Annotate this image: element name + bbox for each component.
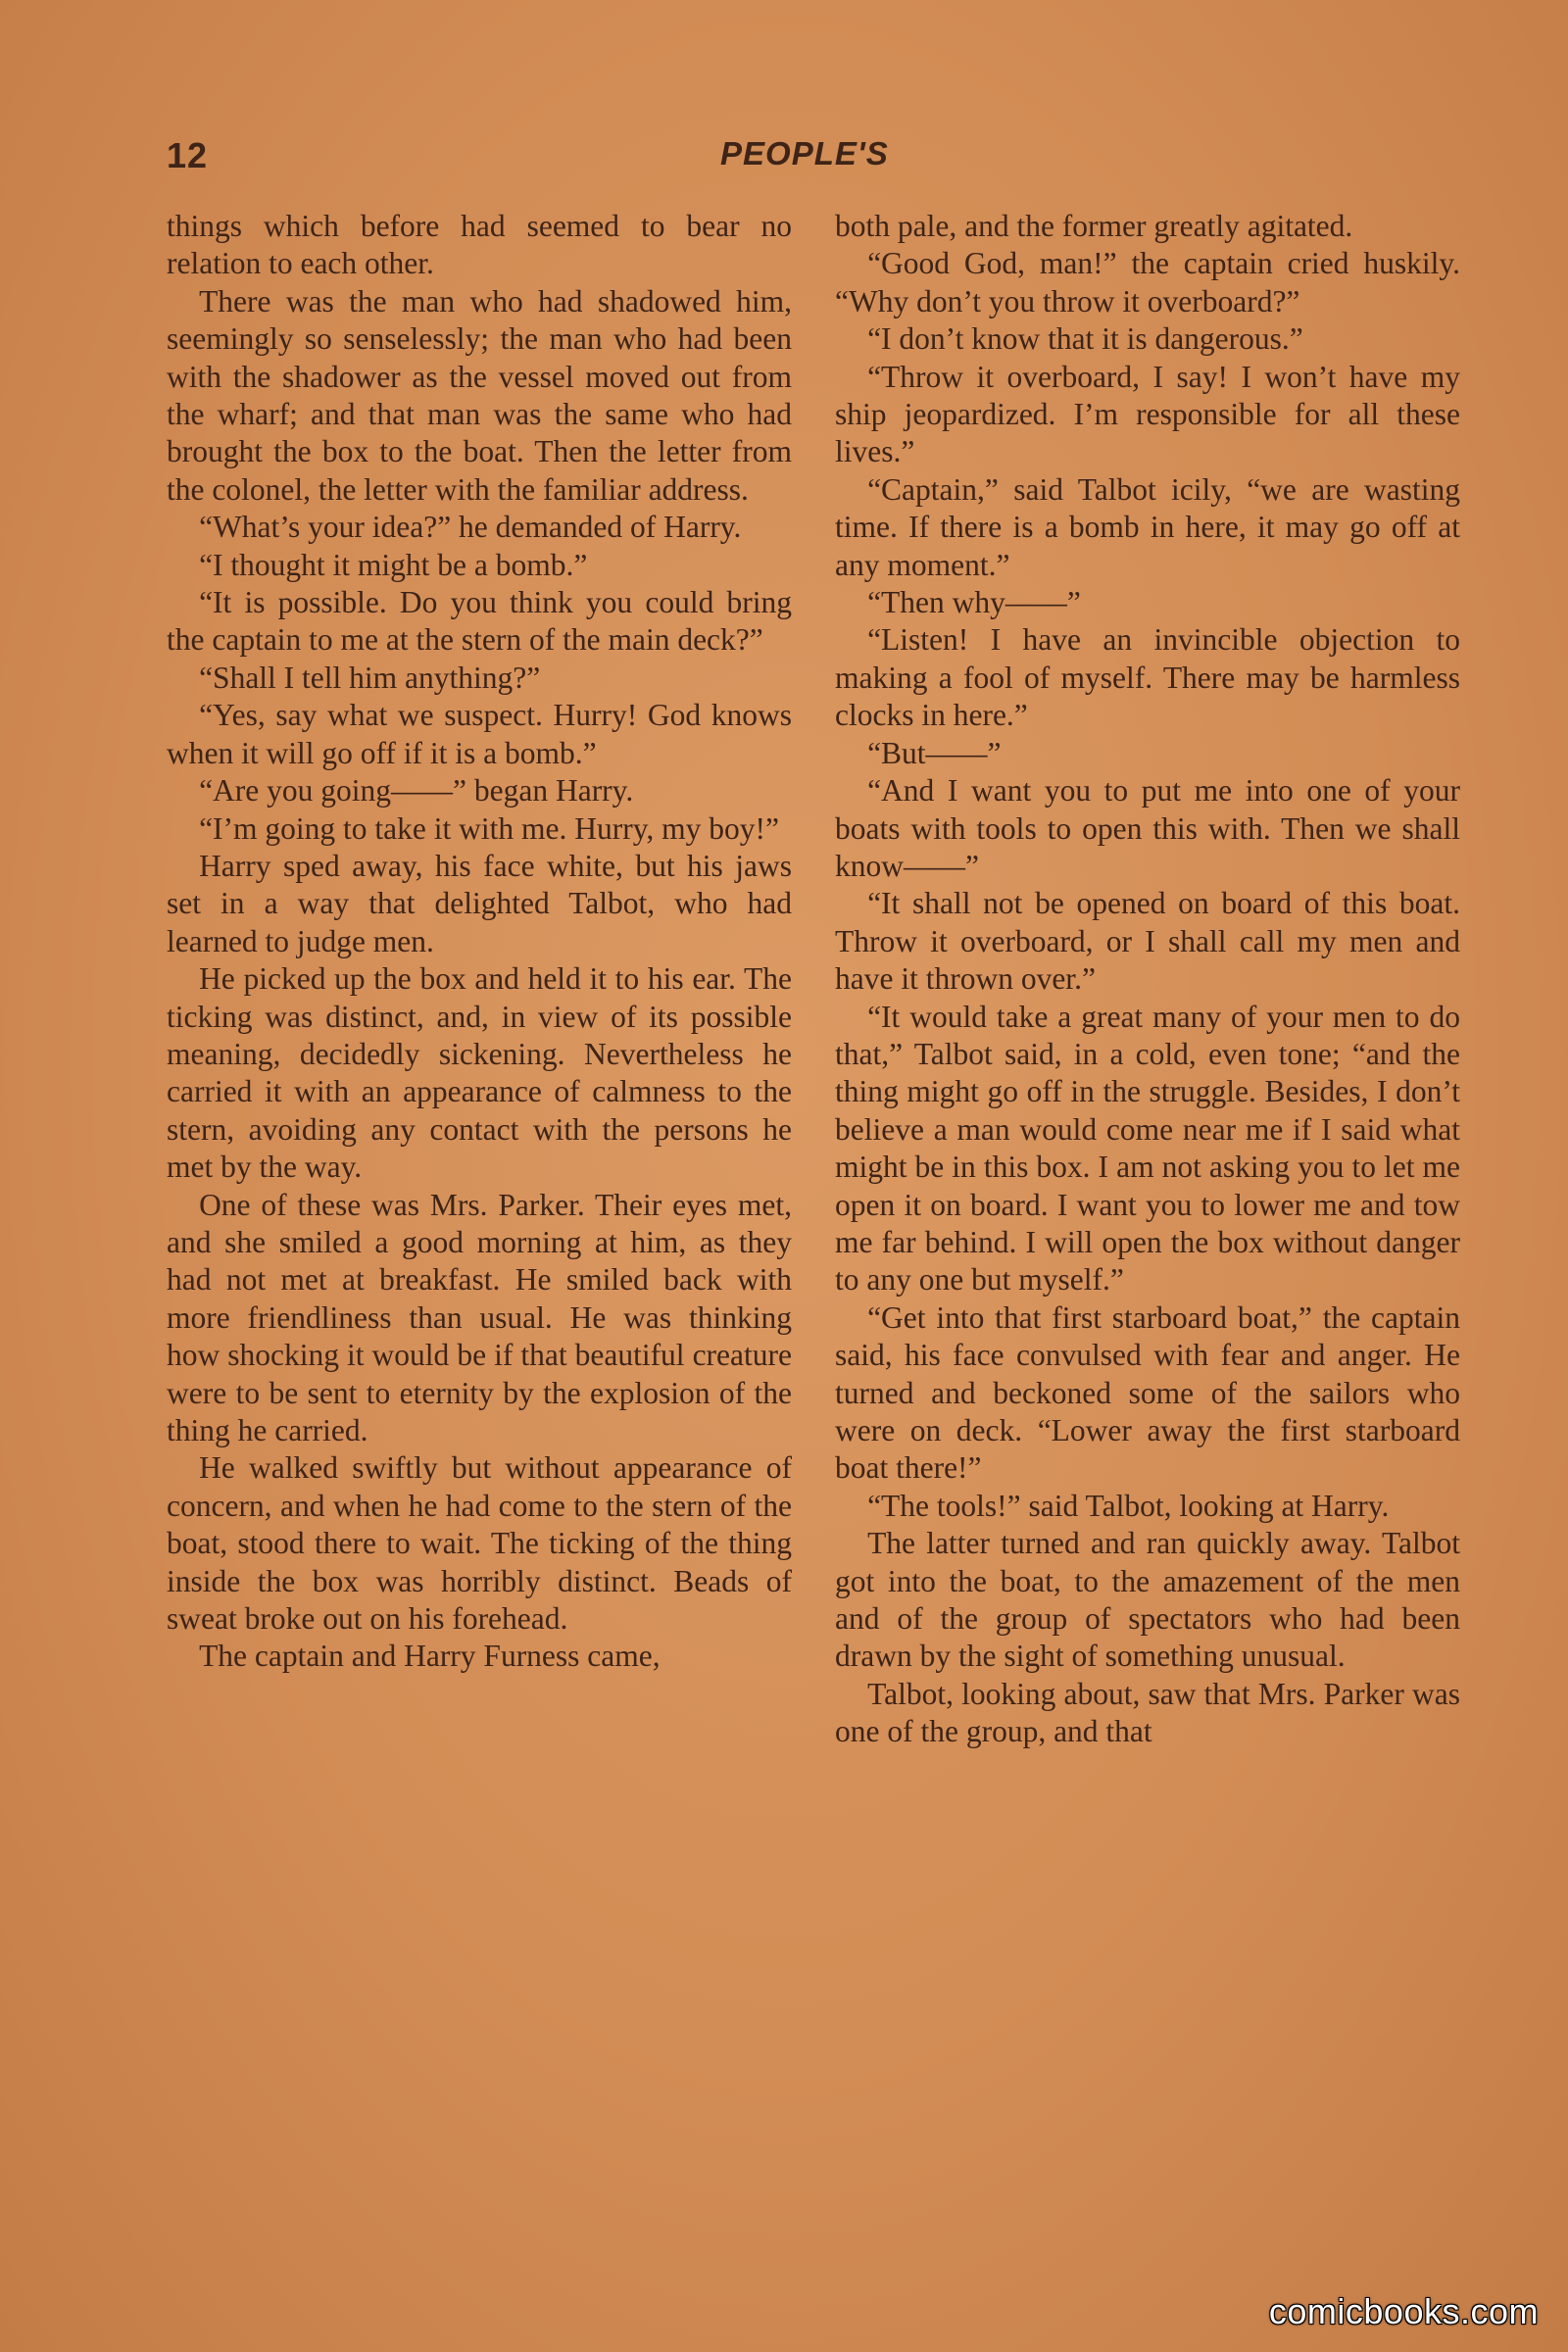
paragraph: “I thought it might be a bomb.” [199, 547, 588, 582]
paragraph: “The tools!” said Talbot, looking at Harry. [867, 1488, 1390, 1523]
paragraph: The latter turned and ran quickly away. Talbot got into the boat, to the amazement of the men and of the group of spectators who had been drawn by the sight of something unusual. [835, 1526, 1460, 1674]
paragraph: He walked swiftly but without appearance of concern, and when he had come to the stern of the boat, stood there to wait. The ticking of the thing inside the box was horribly distinct. Beads of sweat broke out on his forehead. [167, 1450, 792, 1637]
paragraph: both pale, and the former greatly agitated. [835, 209, 1353, 243]
left-text-column [167, 208, 792, 1676]
paragraph: “Listen! I have an invincible objection to making a fool of myself. There may be harmless clocks in here.” [835, 622, 1460, 733]
paragraph: “Get into that first starboard boat,” the captain said, his face convulsed with fear and anger. He turned and beckoned some of the sailors who were on deck. “Lower away the first starboard boat there!” [835, 1299, 1460, 1486]
paragraph: “Captain,” said Talbot icily, “we are wasting time. If there is a bomb in here, it may go off at any moment.” [835, 471, 1460, 582]
paragraph: Talbot, looking about, saw that Mrs. Parker was one of the group, and that [835, 1676, 1460, 1749]
paragraph: things which before had seemed to bear no relation to each other. [167, 209, 792, 281]
paragraph: “And I want you to put me into one of your boats with tools to open this with. Then we shall know——” [835, 773, 1460, 883]
page-header [167, 135, 1470, 194]
paragraph: “I don’t know that it is dangerous.” [867, 321, 1303, 357]
paragraph: “It would take a great many of your men to do that,” Talbot said, in a cold, even tone; “and the thing might go off in the struggle. Besides, I don’t believe a man would come near me if I said what might be in this box. I am not asking you to let me open it on board. I want you to lower me and tow me far behind. I will open the box without danger to any one but myself.” [835, 999, 1460, 1298]
paragraph: “I’m going to take it with me. Hurry, my boy!” [199, 810, 780, 846]
paragraph: “What’s your idea?” he demanded of Harry. [199, 510, 742, 545]
paragraph: Harry sped away, his face white, but his jaws set in a way that delighted Talbot, who had learned to judge men. [167, 848, 792, 958]
paragraph: “But——” [867, 735, 1002, 770]
page-number: 12 [167, 135, 209, 175]
running-title: PEOPLE'S [720, 135, 889, 172]
right-text-column [835, 208, 1460, 1751]
paragraph: “Good God, man!” the captain cried huskily. “Why don’t you throw it overboard?” [835, 246, 1460, 318]
paragraph: “It shall not be opened on board of this boat. Throw it overboard, or I shall call my men and have it thrown over.” [835, 886, 1460, 997]
paragraph: “Are you going——” began Harry. [199, 773, 634, 808]
paragraph: One of these was Mrs. Parker. Their eyes met, and she smiled a good morning at him, as they had not met at breakfast. He smiled back with more friendliness than usual. He was thinking how shocking it would be if that beautiful creature were to be sent to eternity by the explosion of the thing he carried. [167, 1187, 792, 1447]
paragraph: “Throw it overboard, I say! I won’t have my ship jeopardized. I’m responsible for all these lives.” [835, 359, 1460, 469]
paragraph: “Then why——” [867, 585, 1081, 620]
paragraph: He picked up the box and held it to his ear. The ticking was distinct, and, in view of its possible meaning, decidedly sickening. Nevertheless he carried it with an appearance of calmness to the stern, avoiding any contact with the persons he met by the way. [167, 961, 792, 1185]
watermark-logo: comicbooks.com [1268, 2291, 1539, 2331]
paragraph: “Shall I tell him anything?” [199, 660, 541, 695]
paragraph: “It is possible. Do you think you could bring the captain to me at the stern of the main deck?” [167, 585, 792, 658]
paragraph: The captain and Harry Furness came, [199, 1639, 661, 1674]
paragraph: “Yes, say what we suspect. Hurry! God knows when it will go off if it is a bomb.” [167, 698, 792, 770]
paragraph: There was the man who had shadowed him, seemingly so senselessly; the man who had been with the shadower as the vessel moved out from the wharf; and that man was the same who had brought the box to the boat. Then the letter from the colonel, the letter with the familiar address. [167, 283, 792, 507]
